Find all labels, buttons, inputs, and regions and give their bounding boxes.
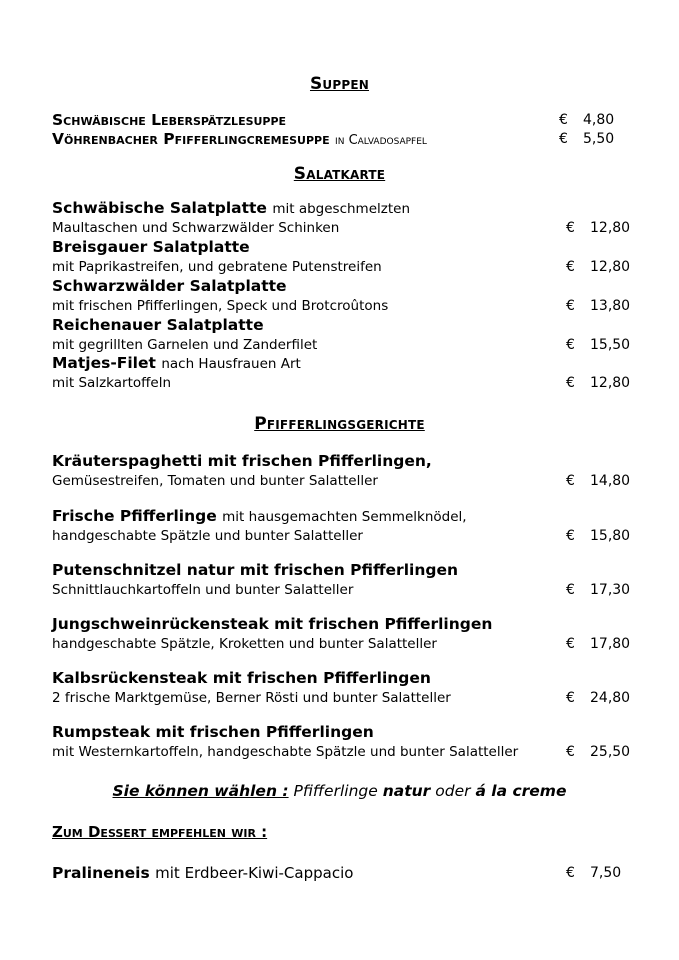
currency-symbol: € — [566, 690, 575, 706]
menu-item-title — [52, 111, 286, 129]
item-price-value: 24,80 — [590, 690, 631, 706]
item-description: handgeschabte Spätzle und bunter Salatteller — [52, 528, 363, 544]
currency-symbol: € — [566, 375, 575, 391]
currency-symbol: € — [566, 298, 575, 314]
currency-symbol: € — [566, 473, 575, 489]
choice-line — [0, 782, 679, 800]
menu-item-title — [52, 615, 492, 633]
item-price-value: 5,50 — [583, 131, 615, 147]
currency-symbol: € — [559, 112, 568, 128]
menu-item-title — [52, 723, 374, 741]
item-price — [559, 131, 614, 147]
choice-word: Pfifferlinge — [293, 782, 378, 800]
item-price — [559, 112, 614, 128]
currency-symbol: € — [566, 220, 575, 236]
item-price — [566, 582, 630, 598]
item-description: Maultaschen und Schwarzwälder Schinken — [52, 220, 340, 236]
item-name: Vöhrenbacher Pfifferlingcremesuppe — [52, 130, 330, 148]
item-name: Schwäbische Salatplatte — [52, 199, 267, 217]
item-price-value: 25,50 — [590, 744, 631, 760]
item-price — [566, 473, 630, 489]
menu-item-title — [52, 316, 264, 334]
item-name: Putenschnitzel natur mit frischen Pfifferlingen — [52, 561, 459, 579]
item-name: Rumpsteak mit frischen Pfifferlingen — [52, 723, 374, 741]
section-heading-dessert: Zum Dessert empfehlen wir : — [52, 823, 268, 841]
item-description: Gemüsestreifen, Tomaten und bunter Salatteller — [52, 473, 378, 489]
item-note: mit abgeschmelzten — [272, 201, 411, 217]
item-price-value: 15,50 — [590, 337, 631, 353]
section-heading-salatkarte: Salatkarte — [293, 164, 386, 184]
item-price-value: 13,80 — [590, 298, 631, 314]
item-price-value: 12,80 — [590, 375, 631, 391]
item-price-value: 15,80 — [590, 528, 631, 544]
item-price — [566, 865, 621, 881]
item-price — [566, 636, 630, 652]
section-heading-pfifferlingsgerichte: Pfifferlingsgerichte — [254, 414, 425, 434]
item-name: Reichenauer Salatplatte — [52, 316, 264, 334]
item-price — [566, 220, 630, 236]
currency-symbol: € — [566, 636, 575, 652]
item-price-value: 14,80 — [590, 473, 631, 489]
item-note: mit hausgemachten Semmelknödel, — [222, 509, 467, 525]
menu-item-title — [52, 669, 431, 687]
currency-symbol: € — [566, 528, 575, 544]
item-price — [566, 744, 630, 760]
item-name: Schwäbische Leberspätzlesuppe — [52, 111, 287, 129]
item-note: mit Erdbeer-Kiwi-Cappacio — [155, 864, 354, 882]
item-price-value: 4,80 — [583, 112, 615, 128]
choice-word-bold: á la creme — [475, 782, 567, 800]
item-description: mit Salzkartoffeln — [52, 375, 172, 391]
item-price — [566, 528, 630, 544]
item-price-value: 7,50 — [590, 865, 622, 881]
item-description: mit Paprikastreifen, und gebratene Putenstreifen — [52, 259, 382, 275]
item-name: Kräuterspaghetti mit frischen Pfifferlingen, — [52, 452, 432, 470]
currency-symbol: € — [566, 744, 575, 760]
item-description: handgeschabte Spätzle, Kroketten und bunter Salatteller — [52, 636, 437, 652]
item-price-value: 17,30 — [590, 582, 631, 598]
currency-symbol: € — [566, 865, 575, 881]
menu-item-title — [52, 277, 287, 295]
item-description: Schnittlauchkartoffeln und bunter Salatteller — [52, 582, 354, 598]
item-name: Frische Pfifferlinge — [52, 507, 217, 525]
menu-item-title — [52, 199, 410, 217]
item-price — [566, 690, 630, 706]
item-price-value: 12,80 — [590, 259, 631, 275]
choice-word: oder — [435, 782, 471, 800]
menu-item-title — [52, 507, 467, 525]
menu-item-title — [52, 864, 353, 882]
item-price — [566, 259, 630, 275]
item-name: Breisgauer Salatplatte — [52, 238, 250, 256]
menu-item-title — [52, 130, 427, 148]
item-description: mit gegrillten Garnelen und Zanderfilet — [52, 337, 318, 353]
currency-symbol: € — [566, 582, 575, 598]
item-note: in Calvadosapfel — [335, 133, 427, 148]
item-price-value: 12,80 — [590, 220, 631, 236]
item-name: Jungschweinrückensteak mit frischen Pfifferlingen — [52, 615, 493, 633]
currency-symbol: € — [566, 259, 575, 275]
choice-word-bold: natur — [382, 782, 431, 800]
menu-item-title — [52, 354, 301, 372]
item-note: nach Hausfrauen Art — [161, 356, 301, 372]
item-description: mit frischen Pfifferlingen, Speck und Brotcroûtons — [52, 298, 389, 314]
item-price — [566, 375, 630, 391]
section-heading-suppen: Suppen — [309, 74, 370, 94]
menu-item-title — [52, 561, 458, 579]
item-name: Pralineneis — [52, 864, 150, 882]
menu-item-title — [52, 238, 250, 256]
menu-item-title — [52, 452, 432, 470]
item-description: mit Westernkartoffeln, handgeschabte Spätzle und bunter Salatteller — [52, 744, 519, 760]
currency-symbol: € — [559, 131, 568, 147]
choice-lead: Sie können wählen : — [112, 782, 289, 800]
currency-symbol: € — [566, 337, 575, 353]
item-price-value: 17,80 — [590, 636, 631, 652]
item-name: Schwarzwälder Salatplatte — [52, 277, 287, 295]
item-description: 2 frische Marktgemüse, Berner Rösti und bunter Salatteller — [52, 690, 451, 706]
item-price — [566, 298, 630, 314]
item-name: Kalbsrückensteak mit frischen Pfifferlingen — [52, 669, 431, 687]
item-price — [566, 337, 630, 353]
item-name: Matjes-Filet — [52, 354, 156, 372]
